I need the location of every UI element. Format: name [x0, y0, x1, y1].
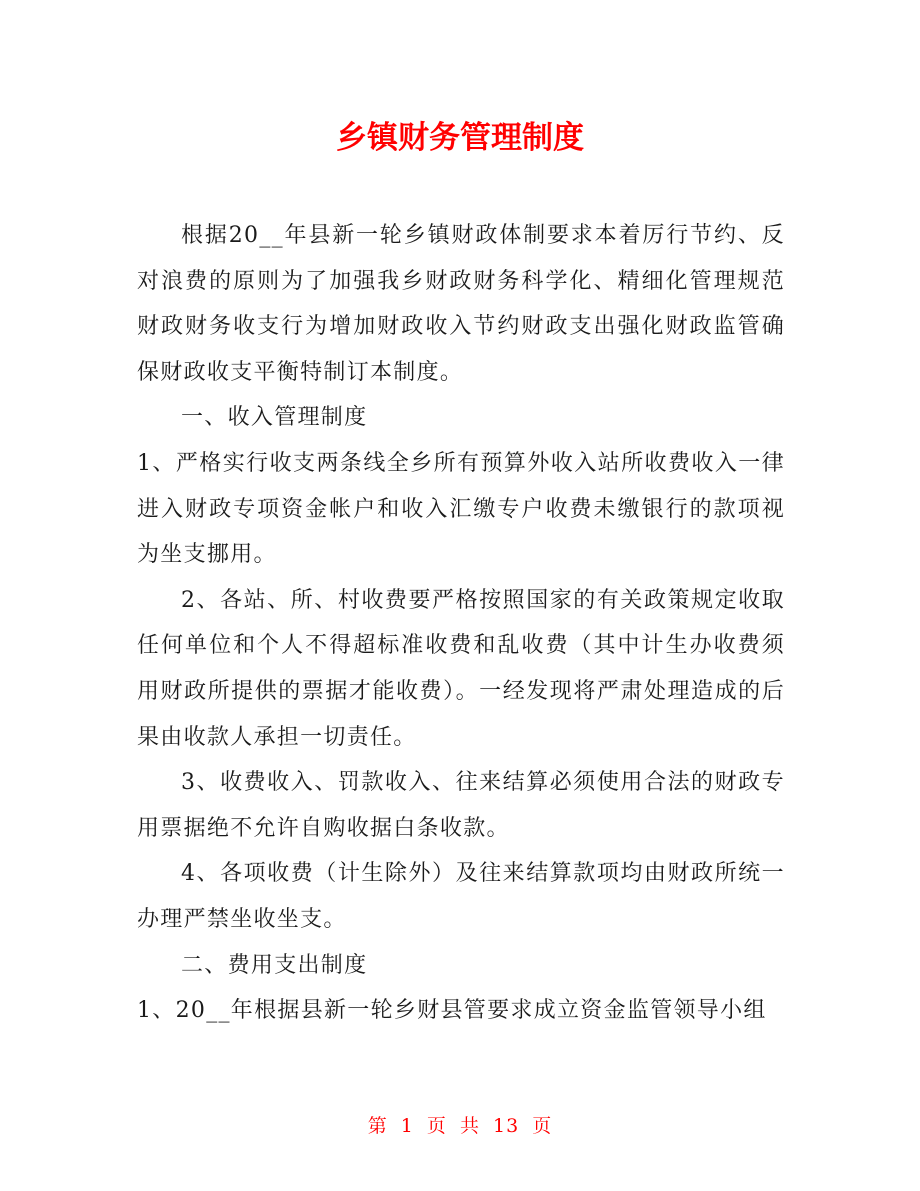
page-number-footer: 第 1 页 共 13 页	[367, 1115, 553, 1137]
income-rule-4: 4、各项收费（计生除外）及往来结算款项均由财政所统一办理严禁坐收坐支。	[137, 861, 785, 932]
expense-rule-1: 1、20__年根据县新一轮乡财县管要求成立资金监管领导小组	[137, 998, 767, 1024]
section-heading-expense: 二、费用支出制度	[181, 952, 368, 978]
document-body	[137, 213, 785, 1034]
income-rule-3: 3、收费收入、罚款收入、往来结算必须使用合法的财政专用票据绝不允许自购收据白条收款。	[137, 770, 785, 841]
section-heading-income: 一、收入管理制度	[181, 405, 368, 431]
income-rule-1: 1、严格实行收支两条线全乡所有预算外收入站所收费收入一律进入财政专项资金帐户和收入汇缴专户收费未缴银行的款项视为坐支挪用。	[137, 450, 785, 568]
intro-paragraph: 根据20__年县新一轮乡镇财政体制要求本着厉行节约、反对浪费的原则为了加强我乡财政财务科学化、精细化管理规范财政财务收支行为增加财政收入节约财政支出强化财政监管确保财政收支平衡特制订本制度。	[137, 223, 785, 385]
document-title: 乡镇财务管理制度	[336, 120, 584, 156]
income-rule-2: 2、各站、所、村收费要严格按照国家的有关政策规定收取任何单位和个人不得超标准收费和乱收费（其中计生办收费须用财政所提供的票据才能收费）。一经发现将严肃处理造成的后果由收款人承担一切责任。	[137, 587, 785, 750]
